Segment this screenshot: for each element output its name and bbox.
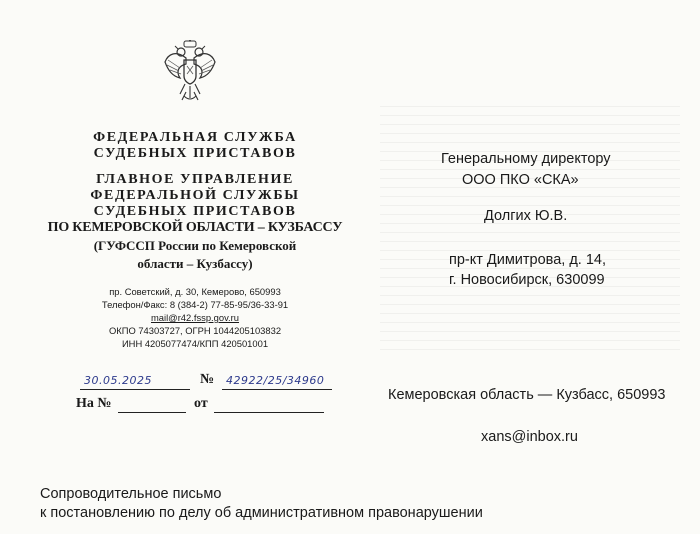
recipient-position: Генеральному директору xyxy=(441,151,611,167)
sender-email-link[interactable]: mail@r42.fssp.gov.ru xyxy=(150,312,240,323)
recipient-name: Долгих Ю.В. xyxy=(484,208,568,224)
coat-of-arms-icon xyxy=(162,40,218,102)
letter-subject xyxy=(40,485,483,523)
reference-date-blank xyxy=(214,412,324,413)
department-line-2: ФЕДЕРАЛЬНОЙ СЛУЖБЫ xyxy=(90,188,300,203)
registration-row xyxy=(72,371,340,391)
sender-phone-fax: Телефон/Факс: 8 (384-2) 77-85-95/36-33-91 xyxy=(101,299,289,310)
service-name-line-2: СУДЕБНЫХ ПРИСТАВОВ xyxy=(93,146,297,161)
reference-number-label: На № xyxy=(76,396,112,411)
subject-line-2: к постановлению по делу об административном правонарушении xyxy=(40,505,483,521)
registration-number-field xyxy=(222,371,332,390)
reference-row xyxy=(76,396,336,416)
department-short-name-line-2: области – Кузбассу) xyxy=(137,256,253,271)
registration-date-value: 30.05.2025 xyxy=(84,374,152,387)
recipient-company: ООО ПКО «СКА» xyxy=(462,172,579,188)
registration-number-value: 42922/25/34960 xyxy=(226,374,325,387)
reference-number-blank xyxy=(118,412,186,413)
department-line-3: СУДЕБНЫХ ПРИСТАВОВ xyxy=(93,204,297,219)
subject-line-1: Сопроводительное письмо xyxy=(40,486,222,502)
recipient-region: Кемеровская область — Кузбасс, 650993 xyxy=(388,387,666,403)
recipient-city: г. Новосибирск, 630099 xyxy=(449,272,605,288)
sender-block xyxy=(40,130,350,350)
registration-number-label: № xyxy=(200,372,215,387)
sender-address: пр. Советский, д. 30, Кемерово, 650993 xyxy=(109,286,281,297)
reference-date-label: от xyxy=(194,396,208,411)
scan-texture xyxy=(380,100,680,350)
department-line-1: ГЛАВНОЕ УПРАВЛЕНИЕ xyxy=(96,172,294,187)
sender-okpo-ogrn: ОКПО 74303727, ОГРН 1044205103832 xyxy=(108,325,282,336)
recipient-email: xans@inbox.ru xyxy=(481,429,578,445)
sender-contacts xyxy=(40,285,350,350)
department-line-4: ПО КЕМЕРОВСКОЙ ОБЛАСТИ – КУЗБАССУ xyxy=(47,220,343,235)
service-name-line-1: ФЕДЕРАЛЬНАЯ СЛУЖБА xyxy=(93,130,297,145)
recipient-street: пр-кт Димитрова, д. 14, xyxy=(449,252,607,268)
sender-inn-kpp: ИНН 4205077474/КПП 420501001 xyxy=(121,338,269,349)
registration-date-field xyxy=(80,371,190,390)
department-short-name-line-1: (ГУФССП России по Кемеровской xyxy=(93,238,297,253)
